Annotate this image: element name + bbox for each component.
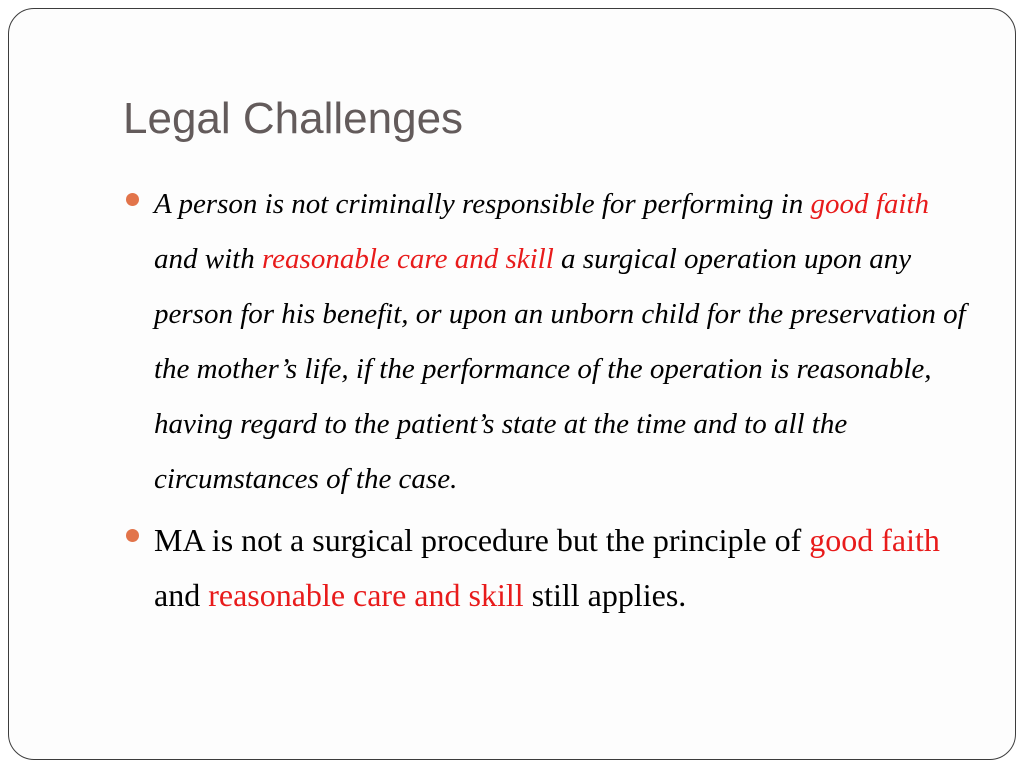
bullet-list — [123, 177, 973, 623]
slide-title: Legal Challenges — [123, 94, 464, 143]
bullet-text: A person is not criminally responsible for performing in — [154, 188, 811, 220]
bullet-text: a surgical operation upon any person for his benefit, or upon an unborn child for the preservation of the mother’s life, if the performance of the operation is reasonable, having regard to the patient’s state at the time and to all the circumstances of the case. — [154, 243, 966, 495]
highlight-good-faith: good faith — [809, 522, 940, 558]
bullet-text: MA is not a surgical procedure but the principle of — [154, 522, 810, 558]
highlight-reasonable-care: reasonable care and skill — [261, 243, 554, 275]
slide — [8, 8, 1016, 760]
bullet-text: still applies. — [523, 577, 687, 613]
bullet-item-legal-provision — [123, 177, 973, 507]
circle-bullet-icon — [126, 529, 139, 542]
highlight-reasonable-care: reasonable care and skill — [208, 577, 524, 613]
bullet-text: and — [154, 577, 209, 613]
bullet-text: and with — [154, 243, 262, 275]
circle-bullet-icon — [126, 193, 139, 206]
highlight-good-faith: good faith — [810, 188, 929, 220]
bullet-item-ma-principle — [123, 513, 973, 623]
